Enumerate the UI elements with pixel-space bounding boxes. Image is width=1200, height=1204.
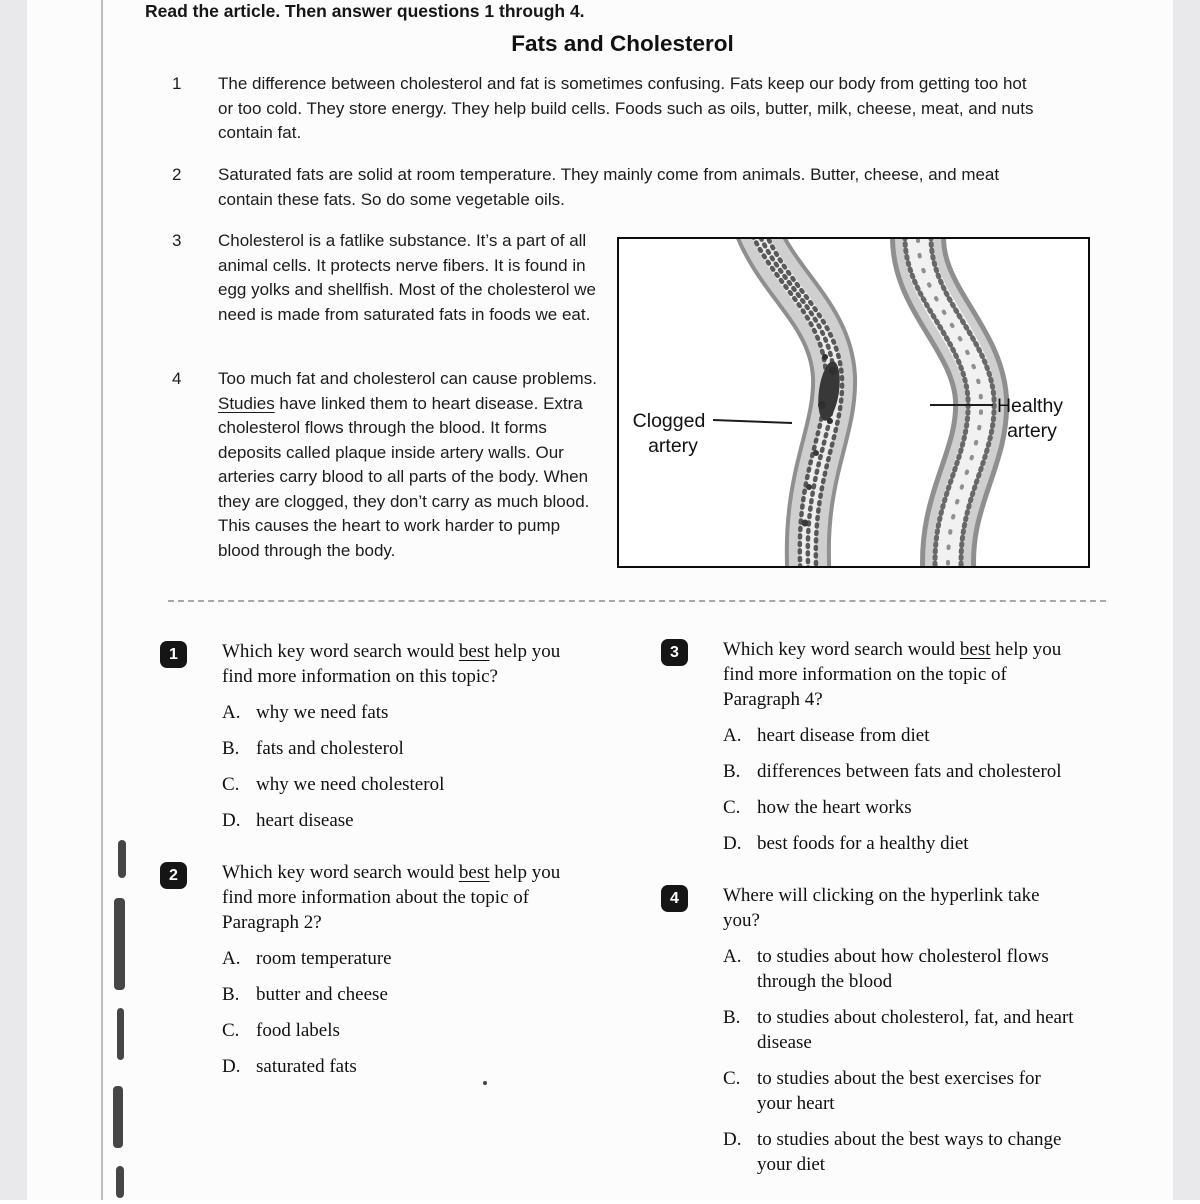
- paragraph-text: [218, 367, 600, 563]
- choice-text: to studies about cholesterol, fat, and heart disease: [757, 1007, 1074, 1053]
- choice-text: how the heart works: [757, 797, 912, 818]
- question-4-stem: [723, 883, 1075, 933]
- paragraph-number: 1: [172, 74, 182, 93]
- scan-artifact: [113, 1086, 123, 1148]
- question-2-choice-d: [222, 1054, 574, 1079]
- choice-text: food labels: [256, 1020, 340, 1041]
- choice-letter: A.: [222, 702, 241, 723]
- question-1-choice-b: [222, 736, 574, 761]
- stem-text: Which key word search would: [222, 641, 459, 662]
- choice-letter: C.: [723, 797, 741, 818]
- paragraph-text: Cholesterol is a fatlike substance. It’s a part of all animal cells. It protects nerve fibers. It is found in egg yolks and shellfish. Most of the cholesterol we need is made from saturated fats in foods we eat.: [218, 231, 596, 324]
- choice-text: differences between fats and cholesterol: [757, 761, 1062, 782]
- choice-letter: B.: [222, 738, 240, 759]
- choice-text: butter and cheese: [256, 984, 388, 1005]
- choice-text: to studies about the best exercises for your heart: [757, 1068, 1041, 1114]
- question-4-choice-c: [723, 1066, 1075, 1116]
- scan-artifact: [114, 898, 125, 990]
- stem-text: help you find more information on the topic of Paragraph 4?: [723, 639, 1062, 710]
- choice-text: heart disease from diet: [757, 725, 930, 746]
- question-1-stem: [222, 639, 574, 689]
- scan-artifact: [117, 1008, 124, 1060]
- choice-letter: C.: [222, 1020, 240, 1041]
- article-title: Fats and Cholesterol: [511, 31, 734, 56]
- clogged-callout-line: [713, 420, 792, 423]
- stem-text: Which key word search would: [222, 862, 459, 883]
- stem-text: help you find more information on this topic?: [222, 641, 561, 687]
- stem-underlined-word: best: [458, 862, 490, 883]
- paragraph-number: 2: [172, 165, 182, 184]
- question-3-stem: [723, 637, 1075, 712]
- scan-artifact: [116, 1166, 124, 1198]
- paragraph-number: 4: [172, 369, 182, 388]
- page-margin-line: [101, 0, 103, 1200]
- question-3-choice-d: [723, 831, 1075, 856]
- question-2-choice-a: [222, 946, 574, 971]
- paragraph-3: [172, 229, 600, 327]
- question-2: [160, 860, 590, 1090]
- paragraph-text: Saturated fats are solid at room temperature. They mainly come from animals. Butter, cheese, and meat contain these fats. So do some vegetable oils.: [218, 165, 1000, 209]
- paragraph-number: 3: [172, 231, 182, 250]
- stem-text: help you find more information about the topic of Paragraph 2?: [222, 862, 561, 933]
- choice-letter: D.: [723, 833, 742, 854]
- choice-text: why we need cholesterol: [256, 774, 445, 795]
- studies-hyperlink: Studies: [218, 393, 275, 413]
- stem-text: Which key word search would: [723, 639, 960, 660]
- section-divider: [168, 600, 1106, 602]
- questions-column-left: [160, 639, 590, 1106]
- artery-figure: [617, 237, 1090, 568]
- healthy-artery-drawing: [905, 239, 994, 566]
- choice-letter: C.: [723, 1068, 741, 1089]
- question-3-choice-c: [723, 795, 1075, 820]
- question-1-choice-a: [222, 700, 574, 725]
- question-4-choice-d: [723, 1127, 1075, 1177]
- choice-text: saturated fats: [256, 1056, 357, 1077]
- choice-letter: A.: [723, 725, 742, 746]
- question-4: [661, 883, 1091, 1188]
- paragraph-1: [172, 72, 1036, 146]
- question-2-choice-c: [222, 1018, 574, 1043]
- question-3-choice-b: [723, 759, 1075, 784]
- question-3: [661, 637, 1091, 867]
- question-3-number-badge: 3: [661, 639, 688, 666]
- scan-stray-mark: [483, 1081, 487, 1085]
- stem-text: Where will clicking on the hyperlink take you?: [723, 885, 1040, 931]
- question-1: [160, 639, 590, 844]
- healthy-artery-label: Healthy artery: [996, 395, 1064, 442]
- clogged-artery-drawing: [747, 239, 843, 566]
- paragraph-4: [172, 367, 600, 563]
- choice-letter: B.: [723, 1007, 741, 1028]
- clogged-artery-label: Clogged artery: [632, 410, 706, 457]
- scan-artifacts: [111, 840, 131, 1200]
- scan-artifact: [118, 840, 126, 878]
- choice-text: why we need fats: [256, 702, 389, 723]
- question-4-choice-b: [723, 1005, 1075, 1055]
- choice-text: best foods for a healthy diet: [757, 833, 969, 854]
- choice-text: to studies about the best ways to change your diet: [757, 1129, 1062, 1175]
- choice-letter: A.: [723, 946, 742, 967]
- stem-underlined-word: best: [959, 639, 991, 660]
- question-3-choice-a: [723, 723, 1075, 748]
- question-1-number-badge: 1: [160, 641, 187, 668]
- choice-text: room temperature: [256, 948, 392, 969]
- question-4-choice-a: [723, 944, 1075, 994]
- question-1-choice-d: [222, 808, 574, 833]
- choice-text: fats and cholesterol: [256, 738, 404, 759]
- choice-letter: B.: [222, 984, 240, 1005]
- paragraph-2: [172, 163, 1036, 212]
- choice-letter: D.: [222, 1056, 241, 1077]
- paragraph-text-after-link: have linked them to heart disease. Extra cholesterol flows through the blood. It forms deposits called plaque inside artery walls. Our arteries carry blood to all parts of the body. When they are clogged, they don’t carry as much blood. This causes the heart to work harder to pump blood through the body.: [218, 393, 590, 560]
- paragraph-text: The difference between cholesterol and fat is sometimes confusing. Fats keep our body from getting too hot or too cold. They store energy. They help build cells. Foods such as oils, butter, milk, cheese, meat, and nuts contain fat.: [218, 74, 1034, 142]
- choice-letter: D.: [723, 1129, 742, 1150]
- question-4-number-badge: 4: [661, 885, 688, 912]
- choice-text: to studies about how cholesterol flows through the blood: [757, 946, 1049, 992]
- instruction-text: Read the article. Then answer questions 1 through 4.: [145, 1, 585, 21]
- choice-letter: C.: [222, 774, 240, 795]
- question-2-number-badge: 2: [160, 862, 187, 889]
- question-1-choice-c: [222, 772, 574, 797]
- paragraph-text-before-link: Too much fat and cholesterol can cause problems.: [218, 369, 597, 388]
- artery-illustration: [619, 239, 1088, 566]
- question-2-choice-b: [222, 982, 574, 1007]
- choice-text: heart disease: [256, 810, 354, 831]
- choice-letter: D.: [222, 810, 241, 831]
- choice-letter: B.: [723, 761, 741, 782]
- question-2-stem: [222, 860, 574, 935]
- questions-column-right: [661, 637, 1091, 1204]
- stem-underlined-word: best: [458, 641, 490, 662]
- choice-letter: A.: [222, 948, 241, 969]
